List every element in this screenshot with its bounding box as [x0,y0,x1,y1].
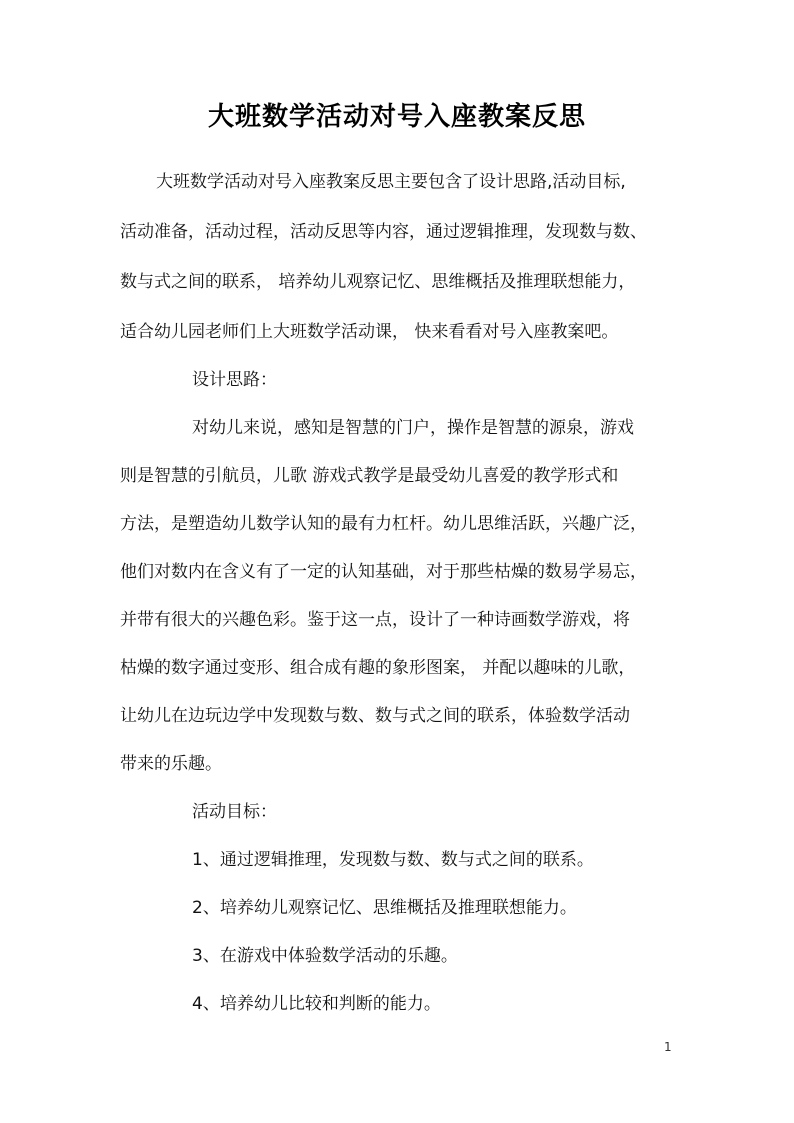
design-line-7: 让幼儿在边玩边学中发现数与数、数与式之间的联系，体验数学活动 [120,706,630,726]
design-line-1: 对幼儿来说，感知是智慧的门户，操作是智慧的源泉，游戏 [192,418,634,438]
goal-item-2: 2、培养幼儿观察记忆、思维概括及推理联想能力。 [192,898,577,918]
page-number: 1 [664,1040,672,1054]
design-line-2: 则是智慧的引航员，儿歌 游戏式教学是最受幼儿喜爱的教学形式和 [120,466,619,486]
design-line-8: 带来的乐趣。 [120,754,222,774]
intro-line-4: 适合幼儿园老师们上大班数学活动课， 快来看看对号入座教案吧。 [120,322,619,342]
design-line-4: 他们对数内在含义有了一定的认知基础，对于那些枯燥的数易学易忘， [120,562,647,582]
intro-line-2: 活动准备，活动过程，活动反思等内容，通过逻辑推理，发现数与数、 [120,222,647,242]
document-title: 大班数学活动对号入座教案反思 [207,102,586,132]
design-line-6: 枯燥的数字通过变形、组合成有趣的象形图案， 并配以趣味的儿歌， [120,658,636,678]
goal-item-3: 3、在游戏中体验数学活动的乐趣。 [192,946,458,966]
intro-line-1: 大班数学活动对号入座教案反思主要包含了设计思路,活动目标, [156,172,626,192]
design-line-3: 方法，是塑造幼儿数学认知的最有力杠杆。幼儿思维活跃，兴趣广泛， [120,514,647,534]
goal-item-4: 4、培养幼儿比较和判断的能力。 [192,994,441,1014]
design-line-5: 并带有很大的兴趣色彩。鉴于这一点，设计了一种诗画数学游戏，将 [120,610,630,630]
design-heading: 设计思路： [192,370,277,390]
goals-heading: 活动目标： [192,802,277,822]
intro-line-3: 数与式之间的联系， 培养幼儿观察记忆、思维概括及推理联想能力， [120,272,636,292]
goal-item-1: 1、通过逻辑推理，发现数与数、数与式之间的联系。 [192,850,594,870]
